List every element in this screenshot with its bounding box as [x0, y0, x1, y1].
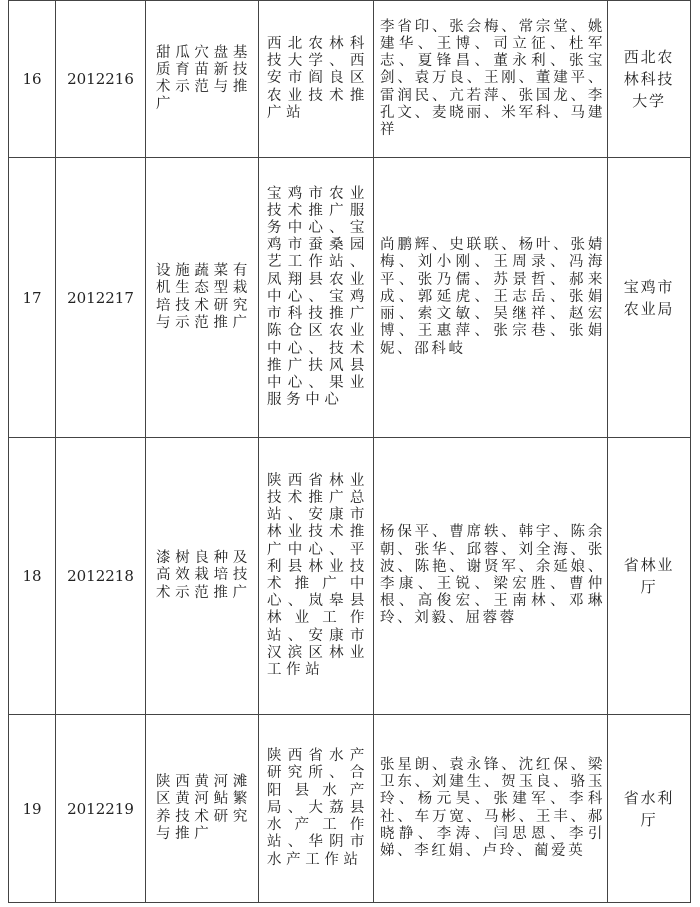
completing-units-cell: [259, 158, 374, 438]
table-row: [9, 438, 691, 715]
project-name-cell: [146, 715, 259, 903]
recommending-org: 省水利厅: [623, 788, 675, 829]
completers-cell: [374, 158, 608, 438]
project-name: 漆树良种及高效栽培技术示范推广: [156, 550, 252, 601]
completers: 张星朗、袁永锋、沈红保、梁卫东、刘建生、贺玉良、骆玉玲、杨元昊、张建军、李科社、车万宽、马彬、王丰、郝晓静、李涛、闫思恩、李引娣、李红娟、卢玲、蔺爱英: [380, 756, 605, 859]
completing-units: 宝鸡市农业技术推广服务中心、宝鸡市蚕桑园艺工作站、凤翔县农业中心、宝鸡市科技推广陈仓区农业中心、技术推广扶风县中心、果业服务中心: [267, 185, 369, 409]
completers: 李省印、张会梅、常宗堂、姚建华、王博、司立征、杜军志、夏锋昌、董永利、张宝剑、袁万良、王刚、董建平、雷润民、亢若萍、张国龙、李孔文、麦晓丽、米军科、马建祥: [380, 18, 605, 138]
project-name: 甜瓜穴盘基质育苗新技术示范与推广: [156, 44, 252, 113]
recommending-org-cell: [608, 715, 691, 903]
row-number: 17: [9, 158, 56, 438]
project-name: 陕西黄河滩区黄河鲇繁养技术研究与推广: [156, 774, 252, 842]
table-row: [9, 715, 691, 903]
recommending-org-cell: [608, 1, 691, 158]
row-number: 16: [9, 1, 56, 158]
completing-units: 陕西省林业技术推广总站、安康市林业技术推广中心、平利县林业技术推广中心、岚皋县林业工作站、安康市汉滨区林业工作站: [267, 472, 369, 679]
row-number: 18: [9, 438, 56, 715]
row-number: 19: [9, 715, 56, 903]
completing-units-cell: [259, 715, 374, 903]
project-code: 2012219: [56, 715, 146, 903]
completing-units: 西北农林科技大学、西安市阎良区农业技术推广站: [267, 35, 369, 121]
project-name: 设施蔬菜有机生态型栽培技术研究与示范推广: [156, 263, 252, 331]
project-code: 2012218: [56, 438, 146, 715]
awards-table: [8, 0, 691, 903]
completing-units: 陕西省水产研究所、合阳县水产局、大荔县水产工作站、华阴市水产工作站: [267, 748, 369, 868]
completers-cell: [374, 715, 608, 903]
completers: 杨保平、曹席轶、韩宇、陈余朝、张华、邱蓉、刘全海、张波、陈艳、谢贤军、余延娘、李康、王锐、梁宏胜、曹仲根、高俊宏、王南林、邓琳玲、刘毅、屈蓉蓉: [380, 524, 605, 627]
project-name-cell: [146, 1, 259, 158]
project-code: 2012217: [56, 158, 146, 438]
project-name-cell: [146, 438, 259, 715]
project-name-cell: [146, 158, 259, 438]
recommending-org: 西北农林科技大学: [623, 48, 675, 110]
table-row: [9, 1, 691, 158]
completing-units-cell: [259, 1, 374, 158]
recommending-org-cell: [608, 158, 691, 438]
recommending-org-cell: [608, 438, 691, 715]
recommending-org: 宝鸡市农业局: [623, 277, 675, 318]
completers-cell: [374, 1, 608, 158]
recommending-org: 省林业厅: [623, 556, 675, 596]
completing-units-cell: [259, 438, 374, 715]
completers-cell: [374, 438, 608, 715]
table-row: [9, 158, 691, 438]
project-code: 2012216: [56, 1, 146, 158]
completers: 尚鹏辉、史联联、杨叶、张婧梅、刘小刚、王周录、冯海平、张乃儒、苏景哲、郝来成、郭延虎、王志岳、张娟丽、索文敏、吴继祥、赵宏博、王惠萍、张宗巷、张娟妮、邵科岐: [380, 237, 605, 357]
